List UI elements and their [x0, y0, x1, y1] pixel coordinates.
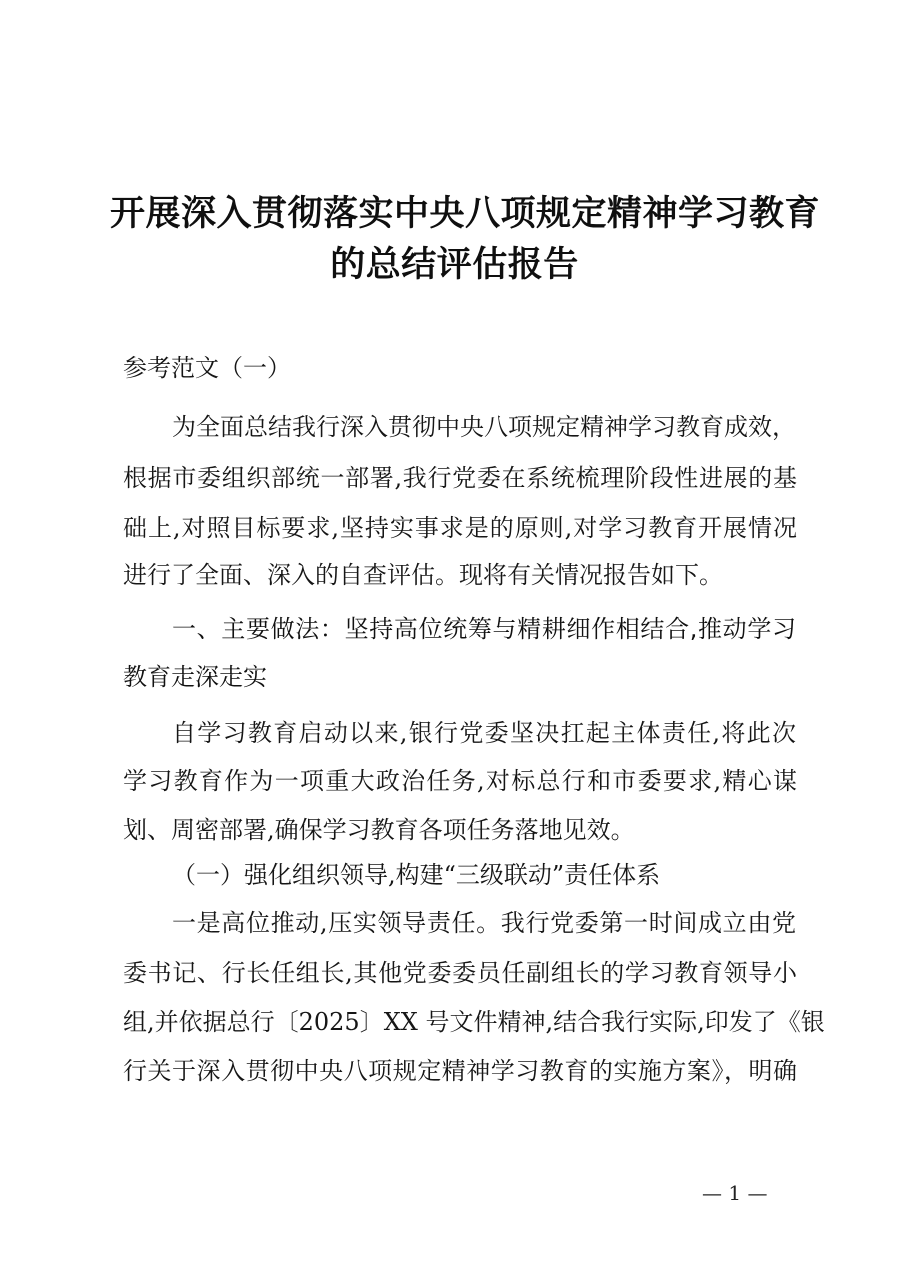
intro-line-2: 根据市委组织部统一部署,我行党委在系统梳理阶段性进展的基 — [123, 464, 797, 492]
section-heading-line-1: 一、主要做法：坚持高位统筹与精耕细作相结合,推动学习 — [172, 615, 796, 643]
subsection-para-line-4: 行关于深入贯彻中央八项规定精神学习教育的实施方案》，明确 — [123, 1057, 797, 1085]
subsection-para-line-3: 组,并依据总行〔2025〕XX 号文件精神,结合我行实际,印发了《银 — [123, 1008, 825, 1036]
subsection-heading: （一）强化组织领导,构建“三级联动”责任体系 — [172, 861, 661, 889]
document-title-line-2: 的总结评估报告 — [330, 245, 579, 285]
subsection-para-line-2: 委书记、行长任组长,其他党委委员任副组长的学习教育领导小 — [123, 959, 797, 987]
section-para-line-3: 划、周密部署,确保学习教育各项任务落地见效。 — [123, 816, 635, 844]
document-subtitle: 参考范文（一） — [123, 354, 291, 382]
page-number: — 1 — — [702, 1181, 768, 1205]
subsection-para-line-1: 一是高位推动,压实领导责任。我行党委第一时间成立由党 — [172, 909, 796, 937]
intro-line-3: 础上,对照目标要求,坚持实事求是的原则,对学习教育开展情况 — [123, 514, 797, 542]
intro-line-1: 为全面总结我行深入贯彻中央八项规定精神学习教育成效， — [172, 413, 796, 441]
document-title-line-1: 开展深入贯彻落实中央八项规定精神学习教育 — [110, 194, 821, 234]
section-para-line-1: 自学习教育启动以来,银行党委坚决扛起主体责任,将此次 — [172, 719, 796, 747]
section-para-line-2: 学习教育作为一项重大政治任务,对标总行和市委要求,精心谋 — [123, 767, 797, 795]
section-heading-line-2: 教育走深走实 — [123, 663, 267, 691]
intro-line-4: 进行了全面、深入的自查评估。现将有关情况报告如下。 — [123, 561, 723, 589]
